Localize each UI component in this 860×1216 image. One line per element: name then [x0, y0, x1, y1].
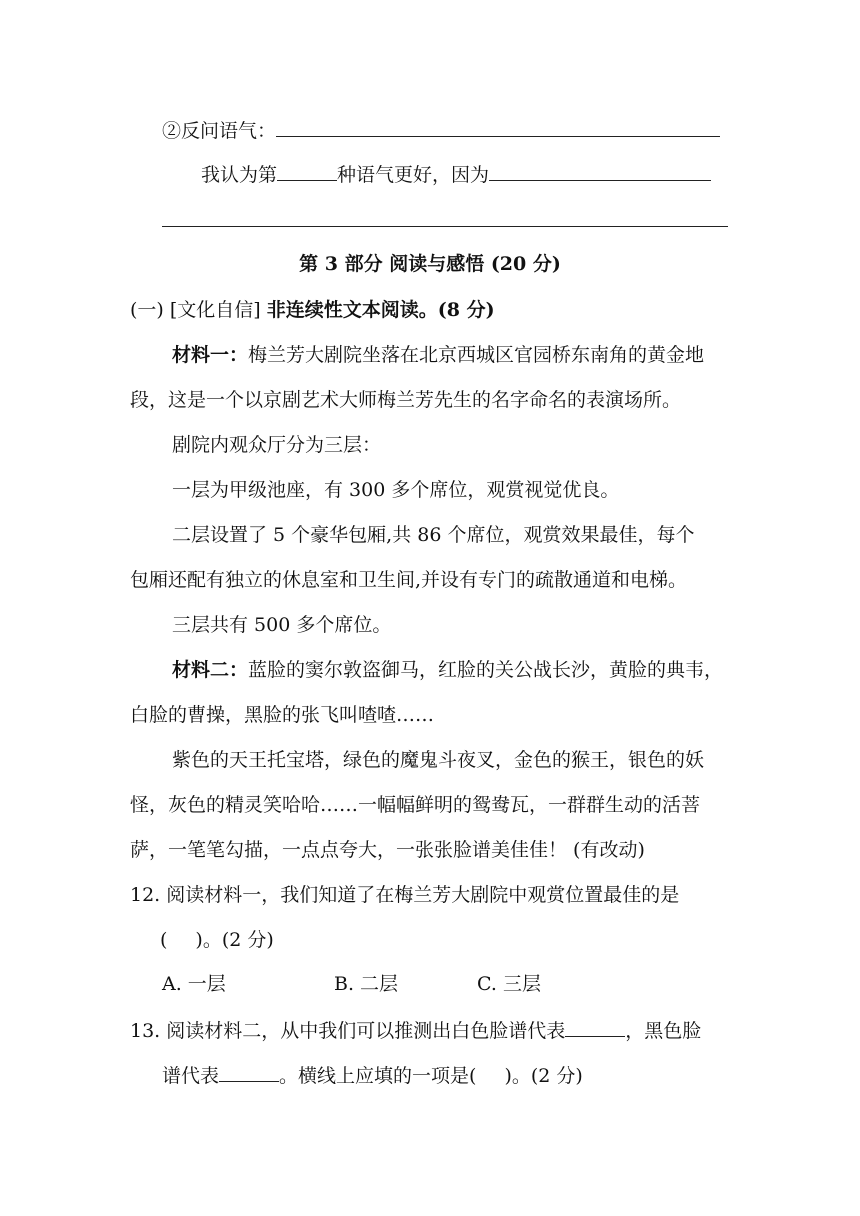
material1-line7: 三层共有 500 多个席位。 — [172, 614, 392, 636]
question-13-line2-end: 。横线上应填的一项是( — [279, 1065, 477, 1087]
material2-line4: 怪，灰色的精灵笑哈哈……一幅幅鲜明的鸳鸯瓦，一群群生动的活菩 — [130, 794, 701, 816]
answer-blank-tone-number[interactable] — [277, 160, 337, 181]
section-label: (一) [文化自信] — [130, 299, 261, 321]
question-13 — [130, 1016, 701, 1045]
material2-tag: 材料二： — [172, 659, 249, 681]
material2-line3: 紫色的天王托宝塔，绿色的魔鬼斗夜叉，金色的猴王，银色的妖 — [172, 749, 705, 771]
section-title — [130, 296, 495, 324]
opinion-mid: 种语气更好，因为 — [337, 164, 490, 186]
material2-line5: 萨，一笔笔勾描，一点点夸大，一张张脸谱美佳佳！ (有改动) — [130, 839, 645, 861]
question-12-option-a[interactable]: A. 一层 — [162, 973, 226, 995]
question-12-option-c[interactable]: C. 三层 — [477, 973, 541, 995]
material1-paragraph — [172, 341, 704, 369]
answer-blank-reverse-tone[interactable] — [276, 116, 720, 137]
question-12-answer-line — [160, 926, 274, 954]
material2-paragraph — [172, 656, 723, 684]
section-heading: 非连续性文本阅读。(8 分) — [266, 299, 495, 321]
question-12: 12. 阅读材料一，我们知道了在梅兰芳大剧院中观赏位置最佳的是 — [130, 884, 680, 906]
opinion-line — [201, 160, 711, 189]
material1-line6: 包厢还配有独立的休息室和卫生间,并设有专门的疏散通道和电梯。 — [130, 569, 688, 591]
question-reverse-tone — [162, 116, 720, 145]
answer-blank-white-mask[interactable] — [565, 1016, 625, 1037]
answer-blank-reason[interactable] — [489, 160, 711, 181]
material2-line1: 蓝脸的窦尔敦盗御马，红脸的关公战长沙，黄脸的典韦， — [248, 659, 724, 681]
question-13-line1: 13. 阅读材料二，从中我们可以推测出白色脸谱代表 — [130, 1020, 566, 1042]
question-13-line2-start: 谱代表 — [162, 1065, 220, 1087]
material1-line5: 二层设置了 5 个豪华包厢,共 86 个席位，观赏效果最佳，每个 — [172, 524, 695, 546]
question-13-line2-tail: )。(2 分) — [504, 1065, 583, 1087]
answer-blank-reason-continued[interactable] — [162, 226, 728, 227]
material1-line4: 一层为甲级池座，有 300 多个席位，观赏视觉优良。 — [172, 479, 620, 501]
question-12-option-b[interactable]: B. 二层 — [334, 973, 399, 995]
material1-line3: 剧院内观众厅分为三层： — [172, 434, 382, 456]
question-12-paren-open: ( — [160, 929, 168, 951]
material1-line1: 梅兰芳大剧院坐落在北京西城区官园桥东南角的黄金地 — [248, 344, 705, 366]
answer-blank-black-mask[interactable] — [219, 1061, 279, 1082]
question-13-answer-line — [162, 1061, 583, 1090]
question-12-paren-close: )。(2 分) — [195, 929, 274, 951]
material1-tag: 材料一： — [172, 344, 249, 366]
part-heading: 第 3 部分 阅读与感悟 (20 分) — [299, 253, 561, 275]
opinion-prefix: 我认为第 — [201, 164, 278, 186]
material2-line2: 白脸的曹操，黑脸的张飞叫喳喳…… — [130, 704, 435, 726]
question-reverse-tone-label: ②反问语气： — [162, 120, 277, 142]
material1-line2: 段，这是一个以京剧艺术大师梅兰芳先生的名字命名的表演场所。 — [130, 389, 682, 411]
question-13-line1-end: ，黑色脸 — [625, 1020, 702, 1042]
